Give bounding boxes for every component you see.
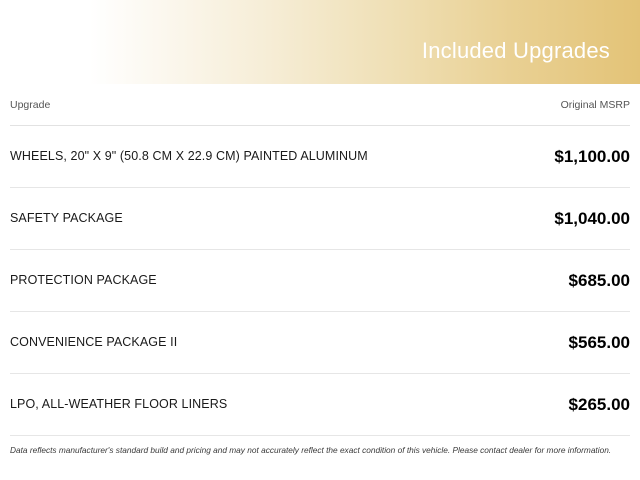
upgrade-price: $565.00 [568,332,630,352]
upgrades-table [0,84,640,436]
upgrade-name: SAFETY PACKAGE [10,211,123,226]
disclaimer-text: Data reflects manufacturer's standard build and pricing and may not accurately reflect the exact condition of this vehicle. Please contact dealer for more information. [10,445,612,455]
table-header-row [10,84,630,126]
upgrade-price: $685.00 [568,270,630,290]
table-row [10,250,630,312]
upgrade-price: $1,100.00 [554,146,630,166]
table-row [10,312,630,374]
table-row [10,188,630,250]
column-header-upgrade: Upgrade [10,98,51,111]
page-banner [0,0,640,84]
table-row [10,126,630,188]
upgrade-price: $265.00 [568,394,630,414]
column-header-original-msrp: Original MSRP [560,98,630,111]
upgrade-name: CONVENIENCE PACKAGE II [10,335,178,350]
upgrade-name: LPO, ALL-WEATHER FLOOR LINERS [10,397,228,412]
upgrade-price: $1,040.00 [554,208,630,228]
upgrade-name: PROTECTION PACKAGE [10,273,157,288]
upgrade-name: WHEELS, 20" X 9" (50.8 CM X 22.9 CM) PAINTED ALUMINUM [10,149,368,164]
page-title: Included Upgrades [421,38,610,63]
table-row [10,374,630,436]
